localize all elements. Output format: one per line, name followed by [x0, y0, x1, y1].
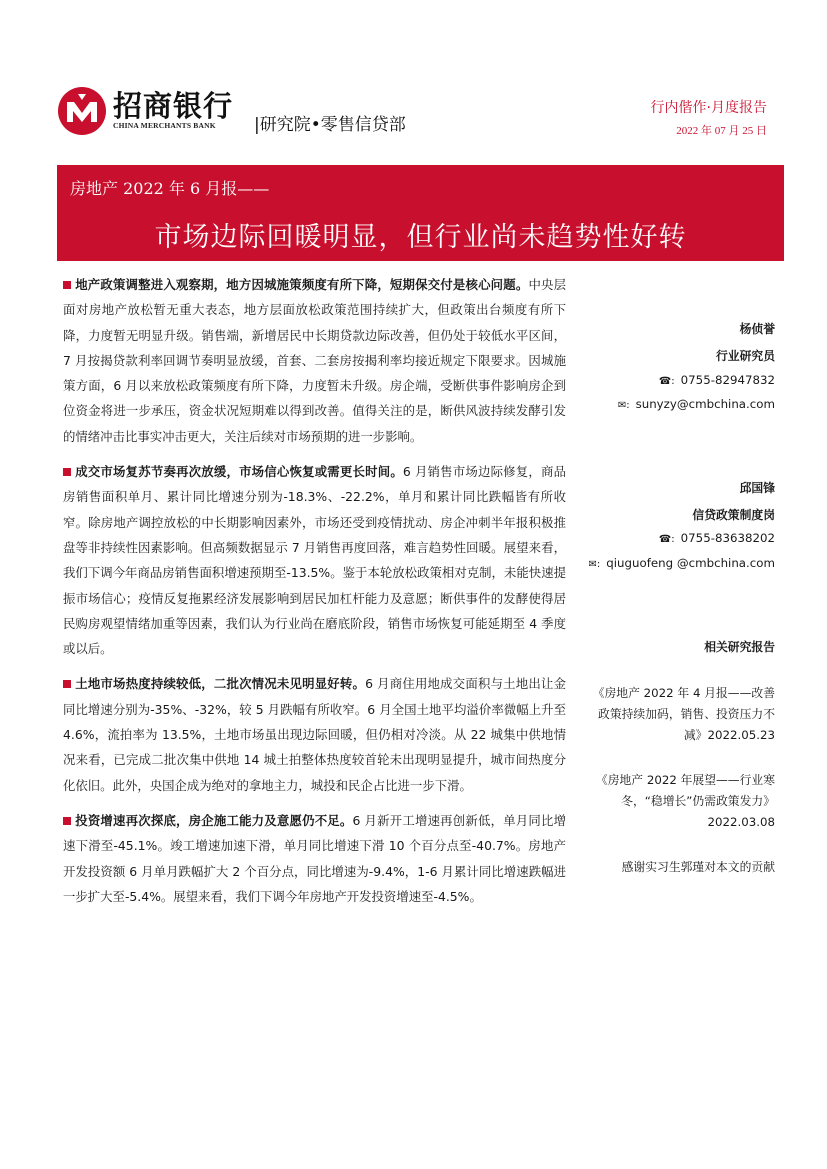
related-reports-title: 相关研究报告 [704, 640, 775, 654]
analyst-name: 邱国锋 [739, 481, 775, 495]
section-body: 中央层面对房地产放松暂无重大表态，地方层面放松政策范围持续扩大，但政策出台频度有所下降，力度暂无明显升级。销售端，新增居民中长期贷款边际改善，但仍处于较低水平区间，7 月按揭贷款利率回调节奏明显放缓，首套、二套房按揭利率均接近规定下限要求。因城施策方面，6 月以来放松政策频度有所下降，力度暂未升级。房企端，受断供事件影响房企到位资金将进一步承压，资金状况短期难以得到改善。值得关注的是，断供风波持续发酵引发的情绪冲击比事实冲击更大，关注后续对市场预期的进一步影响。 [63, 277, 567, 444]
related-report-item[interactable]: 《房地产 2022 年展望——行业寒冬，“稳增长”仍需政策发力》2022.03.08 [595, 773, 775, 829]
section-land [63, 671, 566, 797]
analyst-email[interactable] [589, 556, 775, 570]
email-icon: ✉: [617, 400, 630, 411]
bullet-square-icon [63, 281, 71, 289]
section-body: 6 月新开工增速再创新低，单月同比增速下滑至-45.1%。竣工增速加速下滑，单月同比增速下滑 10 个百分点至-40.7%。房地产开发投资额 6 月单月跌幅扩大 2 个百分点，同比增速为-9.4%，1-6 月累计同比增速跌幅进一步扩大至-5.4%。展望来看，我们下调今年房地产开发投资增速至-4.5%。 [63, 812, 567, 904]
section-investment [63, 808, 566, 909]
department-name: |研究院•零售信贷部 [254, 115, 406, 135]
analyst-role: 行业研究员 [716, 349, 775, 363]
section-body: 6 月商住用地成交面积与土地出让金同比增速分别为-35%、-32%，较 5 月跌幅有所收窄。6 月全国土地平均溢价率微幅上升至 4.6%，流拍率为 13.5%，土地市场虽出现边际回暖，但仍相对冷淡。从 22 城集中供地情况来看，已完成二批次集中供地 14 城土拍整体热度较首轮未出现明显提升，城市间热度分化依旧。此外，央国企成为绝对的拿地主力，城投和民企占比进一步下滑。 [63, 676, 566, 793]
report-header [0, 0, 827, 160]
section-heading: 成交市场复苏节奏再次放缓，市场信心恢复或需更长时间。 [75, 464, 403, 480]
analyst-email[interactable] [618, 397, 775, 411]
report-subtitle: 房地产 2022 年 6 月报—— [70, 179, 270, 198]
report-date: 2022 年 07 月 25 日 [676, 125, 767, 137]
section-heading: 地产政策调整进入观察期，地方因城施策频度有所下降，短期保交付是核心问题。 [75, 277, 529, 292]
bank-logo-icon [57, 86, 107, 136]
report-title: 市场边际回暖明显，但行业尚未趋势性好转 [154, 222, 687, 253]
bank-name-cn: 招商银行 [113, 89, 234, 123]
section-heading: 投资增速再次探底，房企施工能力及意愿仍不足。 [75, 812, 353, 828]
phone-number: 0755-82947832 [680, 373, 775, 387]
phone-icon: ☎: [658, 534, 675, 545]
email-address[interactable]: sunyzy@cmbchina.com [635, 397, 775, 411]
bullet-square-icon [63, 468, 71, 476]
acknowledgement: 感谢实习生郭瑾对本文的贡献 [621, 860, 775, 874]
main-content [63, 272, 566, 919]
phone-number: 0755-83638202 [680, 531, 775, 545]
bullet-square-icon [63, 680, 71, 688]
analyst-role: 信贷政策制度岗 [692, 508, 775, 522]
analyst-phone [659, 373, 775, 387]
title-banner [57, 165, 784, 261]
report-type: 行内偕作·月度报告 [650, 100, 767, 116]
section-body: 6 月销售市场边际修复，商品房销售面积单月、累计同比增速分别为-18.3%、-22.2%，单月和累计同比跌幅皆有所收窄。除房地产调控放松的中长期影响因素外，市场还受到疫情扰动、房企冲刺半年报积极推盘等非持续性因素影响。但高频数据显示 7 月销售再度回落，难言趋势性回暖。展望来看，我们下调今年商品房销售面积增速预期至-13.5%。鉴于本轮放松政策相对克制，未能快速提振市场信心；疫情反复拖累经济发展影响到居民加杠杆能力及意愿；断供事件的发酵使得居民购房观望情绪加重等因素，我们认为行业尚在磨底阶段，销售市场恢复可能延期至 4 季度或以后。 [63, 464, 566, 657]
phone-icon: ☎: [658, 376, 675, 387]
related-report-item[interactable]: 《房地产 2022 年 4 月报——改善政策持续加码，销售、投资压力不减》2022.05.23 [592, 686, 775, 742]
analyst-name: 杨侦誉 [739, 322, 775, 336]
bank-name-en: CHINA MERCHANTS BANK [113, 121, 216, 130]
section-sales [63, 459, 566, 661]
bullet-square-icon [63, 817, 71, 825]
email-icon: ✉: [588, 559, 601, 570]
section-heading: 土地市场热度持续较低，二批次情况未见明显好转。 [75, 676, 366, 692]
email-address[interactable]: qiuguofeng @cmbchina.com [606, 556, 775, 570]
analyst-phone [659, 531, 775, 545]
section-policy [63, 272, 566, 449]
